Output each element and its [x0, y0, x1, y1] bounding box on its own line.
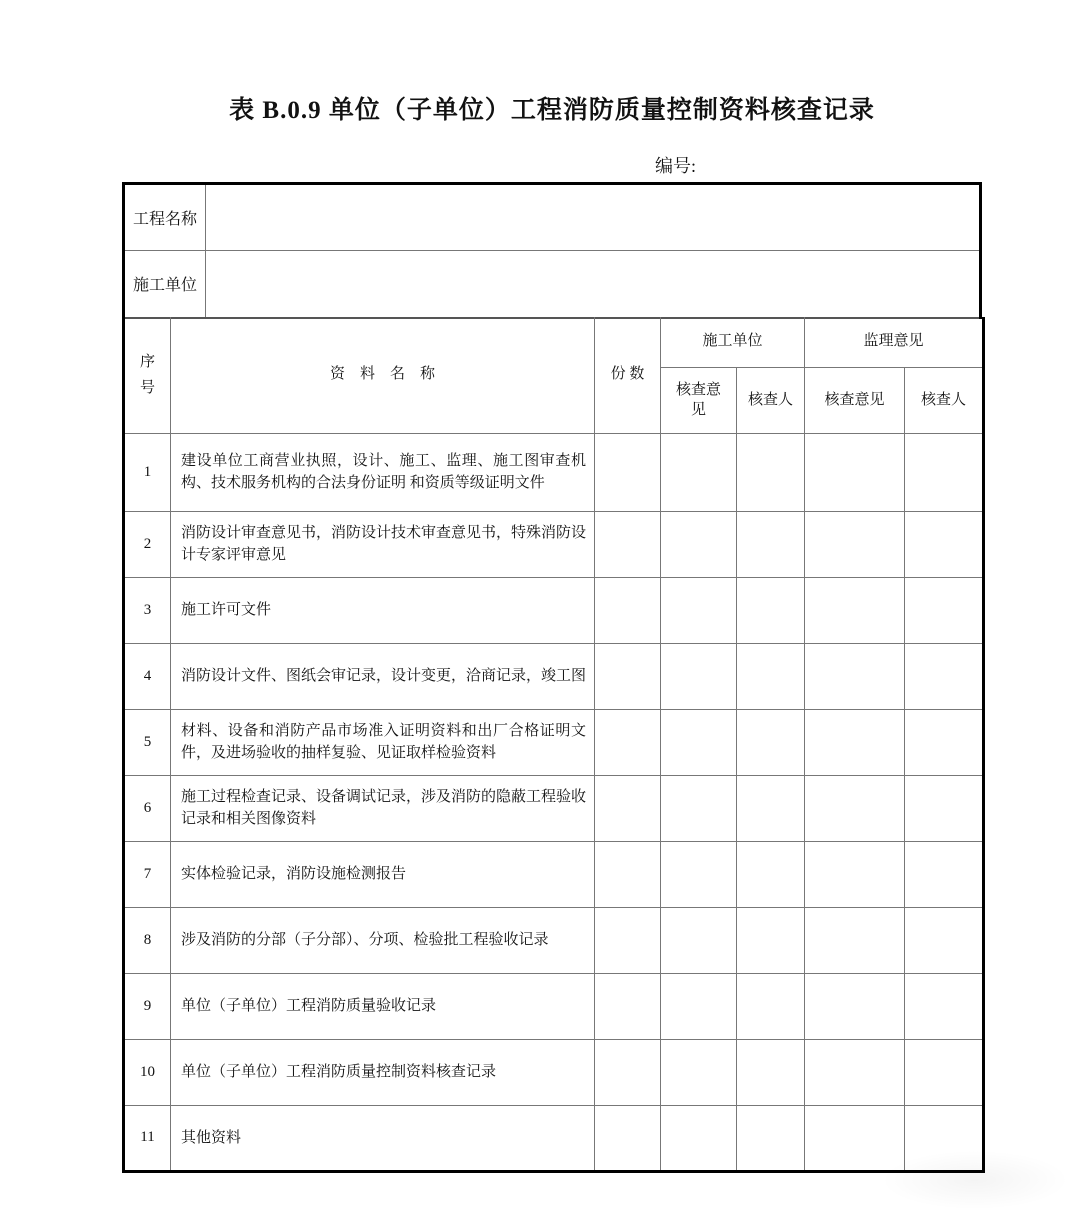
table-row: [124, 775, 984, 841]
sv-checker-cell: [905, 1039, 984, 1105]
material-name: 施工过程检查记录、设备调试记录，涉及消防的隐蔽工程验收记录和相关图像资料: [171, 775, 595, 841]
copies-cell: [595, 907, 661, 973]
cu-checker-cell: [737, 643, 805, 709]
sv-checker-cell: [905, 709, 984, 775]
copies-cell: [595, 973, 661, 1039]
table-row: [124, 973, 984, 1039]
project-name-label: 工程名称: [124, 184, 206, 251]
sv-checker-cell: [905, 907, 984, 973]
cu-opinion-cell: [661, 841, 737, 907]
sv-opinion-cell: [805, 841, 905, 907]
sv-checker-cell: [905, 973, 984, 1039]
cu-opinion-cell: [661, 433, 737, 511]
page-title: 表 B.0.9 单位（子单位）工程消防质量控制资料核查记录: [229, 97, 875, 124]
material-name: 其他资料: [171, 1105, 595, 1171]
cu-opinion-cell: [661, 709, 737, 775]
cu-opinion-cell: [661, 643, 737, 709]
table-row: [124, 184, 981, 251]
sv-opinion-cell: [805, 1039, 905, 1105]
cu-checker-cell: [737, 1039, 805, 1105]
row-number: 5: [124, 709, 171, 775]
sv-checker-cell: [905, 775, 984, 841]
sv-opinion-cell: [805, 775, 905, 841]
sv-opinion-cell: [805, 709, 905, 775]
cu-checker-cell: [737, 841, 805, 907]
copies-cell: [595, 841, 661, 907]
col-group-construction-unit: 施工单位: [661, 317, 805, 367]
builder-value: [206, 251, 981, 318]
sv-checker-cell: [905, 433, 984, 511]
cu-opinion-cell: [661, 577, 737, 643]
col-header-sv-check-opinion: 核查意见: [805, 367, 905, 433]
copies-cell: [595, 511, 661, 577]
table-row: [124, 251, 981, 318]
material-name: 单位（子单位）工程消防质量控制资料核查记录: [171, 1039, 595, 1105]
material-name: 单位（子单位）工程消防质量验收记录: [171, 973, 595, 1039]
table-row: [124, 643, 984, 709]
row-number: 6: [124, 775, 171, 841]
copies-cell: [595, 643, 661, 709]
sv-opinion-cell: [805, 577, 905, 643]
sv-opinion-cell: [805, 433, 905, 511]
copies-cell: [595, 433, 661, 511]
builder-label: 施工单位: [124, 251, 206, 318]
col-header-seq: [124, 317, 171, 433]
material-name: 消防设计文件、图纸会审记录，设计变更，洽商记录，竣工图: [171, 643, 595, 709]
col-header-material-name: 资 料 名 称: [171, 317, 595, 433]
project-info-table: [122, 182, 982, 319]
material-name: 实体检验记录，消防设施检测报告: [171, 841, 595, 907]
copies-cell: [595, 1039, 661, 1105]
table-row: [124, 709, 984, 775]
cu-opinion-cell: [661, 907, 737, 973]
row-number: 8: [124, 907, 171, 973]
row-number: 7: [124, 841, 171, 907]
table-row: [124, 577, 984, 643]
row-number: 10: [124, 1039, 171, 1105]
col-header-copies: 份 数: [595, 317, 661, 433]
cu-checker-cell: [737, 709, 805, 775]
cu-opinion-cell: [661, 511, 737, 577]
cu-checker-cell: [737, 775, 805, 841]
col-header-sv-checker: 核查人: [905, 367, 984, 433]
sv-opinion-cell: [805, 1105, 905, 1171]
material-name: 消防设计审查意见书，消防设计技术审查意见书，特殊消防设计专家评审意见: [171, 511, 595, 577]
cu-opinion-cell: [661, 973, 737, 1039]
row-number: 1: [124, 433, 171, 511]
sv-checker-cell: [905, 577, 984, 643]
cu-checker-cell: [737, 433, 805, 511]
header-row-groups: [124, 317, 984, 367]
sv-opinion-cell: [805, 511, 905, 577]
checklist-table: [122, 317, 985, 1173]
sv-opinion-cell: [805, 973, 905, 1039]
sv-checker-cell: [905, 511, 984, 577]
sv-opinion-cell: [805, 643, 905, 709]
table-row: [124, 1105, 984, 1171]
sv-opinion-cell: [805, 907, 905, 973]
copies-cell: [595, 577, 661, 643]
table-row: [124, 433, 984, 511]
copies-cell: [595, 1105, 661, 1171]
cu-opinion-cell: [661, 1105, 737, 1171]
project-name-value: [206, 184, 981, 251]
material-name: 施工许可文件: [171, 577, 595, 643]
copies-cell: [595, 775, 661, 841]
sv-checker-cell: [905, 643, 984, 709]
material-name: 涉及消防的分部（子分部）、分项、检验批工程验收记录: [171, 907, 595, 973]
cu-checker-cell: [737, 907, 805, 973]
table-row: [124, 841, 984, 907]
cu-opinion-cell: [661, 1039, 737, 1105]
col-header-cu-check-opinion: 核查意见: [661, 367, 737, 433]
copies-cell: [595, 709, 661, 775]
material-name: 建设单位工商营业执照，设计、施工、监理、施工图审查机构、技术服务机构的合法身份证明 和资质等级证明文件: [171, 433, 595, 511]
row-number: 9: [124, 973, 171, 1039]
row-number: 2: [124, 511, 171, 577]
seq-header-text: 序号: [139, 353, 155, 396]
sv-checker-cell: [905, 1105, 984, 1171]
cu-checker-cell: [737, 1105, 805, 1171]
cu-opinion-cell: [661, 775, 737, 841]
material-name: 材料、设备和消防产品市场准入证明资料和出厂合格证明文件，及进场验收的抽样复验、见证取样检验资料: [171, 709, 595, 775]
serial-number-label: 编号:: [655, 156, 697, 176]
cu-checker-cell: [737, 511, 805, 577]
cu-checker-cell: [737, 577, 805, 643]
row-number: 4: [124, 643, 171, 709]
table-row: [124, 1039, 984, 1105]
col-header-cu-checker: 核查人: [737, 367, 805, 433]
row-number: 11: [124, 1105, 171, 1171]
row-number: 3: [124, 577, 171, 643]
sv-checker-cell: [905, 841, 984, 907]
col-group-supervision-opinion: 监理意见: [805, 317, 984, 367]
cu-checker-cell: [737, 973, 805, 1039]
table-row: [124, 907, 984, 973]
table-row: [124, 511, 984, 577]
